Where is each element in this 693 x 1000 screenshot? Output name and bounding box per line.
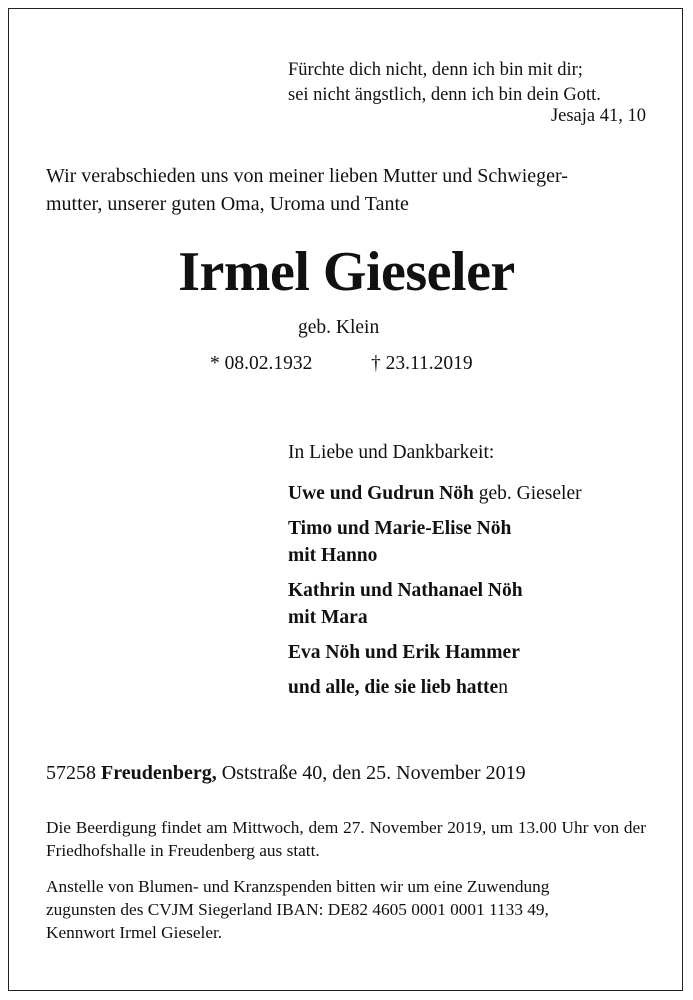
intro-text [46, 162, 651, 218]
mourner-names: Kathrin und Nathanael Nöh [288, 580, 523, 601]
list-item [288, 577, 582, 631]
intro-line-2: mutter, unserer guten Oma, Uroma und Tante [46, 193, 409, 215]
birth-date: * 08.02.1932 [210, 353, 313, 374]
mourner-names: Uwe und Gudrun Nöh [288, 483, 474, 504]
deceased-name: Irmel Gieseler [178, 241, 515, 303]
intro-line-1: Wir verabschieden uns von meiner lieben Mutter und Schwieger- [46, 165, 568, 187]
address-date: Oststraße 40, den 25. November 2019 [221, 762, 526, 784]
donation-notice [46, 875, 646, 944]
bible-verse [288, 58, 601, 108]
mourner-names: Timo und Marie-Elise Nöh [288, 518, 512, 539]
list-item [288, 674, 582, 701]
donation-line-1: Anstelle von Blumen- und Kranzspenden bitten wir um eine Zuwendung [46, 877, 550, 896]
mourner-child: mit Hanno [288, 545, 378, 566]
postcode: 57258 [46, 762, 96, 784]
verse-line-2: sei nicht ängstlich, denn ich bin dein Gott. [288, 85, 601, 105]
maiden-name: geb. Klein [298, 317, 380, 338]
donation-line-2: zugunsten des CVJM Siegerland IBAN: DE82 4605 0001 0001 1133 49, [46, 900, 549, 919]
place-and-date [46, 762, 526, 785]
funeral-notice: Die Beerdigung findet am Mittwoch, dem 27. November 2019, um 13.00 Uhr von der Friedhofshalle in Freudenberg aus statt. [46, 818, 646, 860]
list-item [288, 639, 582, 666]
mourner-note: n [498, 677, 508, 698]
donation-line-3: Kennwort Irmel Gieseler. [46, 923, 223, 942]
mourners-list [288, 480, 582, 709]
mourner-names: und alle, die sie lieb hatte [288, 677, 499, 698]
mourner-child: mit Mara [288, 607, 368, 628]
death-date: † 23.11.2019 [371, 353, 473, 374]
list-item [288, 480, 582, 507]
verse-reference: Jesaja 41, 10 [550, 106, 646, 126]
mourner-note: geb. Gieseler [473, 483, 582, 504]
list-item [288, 515, 582, 569]
city: Freudenberg, [101, 762, 217, 784]
mourners-heading: In Liebe und Dankbarkeit: [288, 442, 495, 463]
mourner-names: Eva Nöh und Erik Hammer [288, 642, 520, 663]
verse-line-1: Fürchte dich nicht, denn ich bin mit dir; [288, 60, 583, 80]
